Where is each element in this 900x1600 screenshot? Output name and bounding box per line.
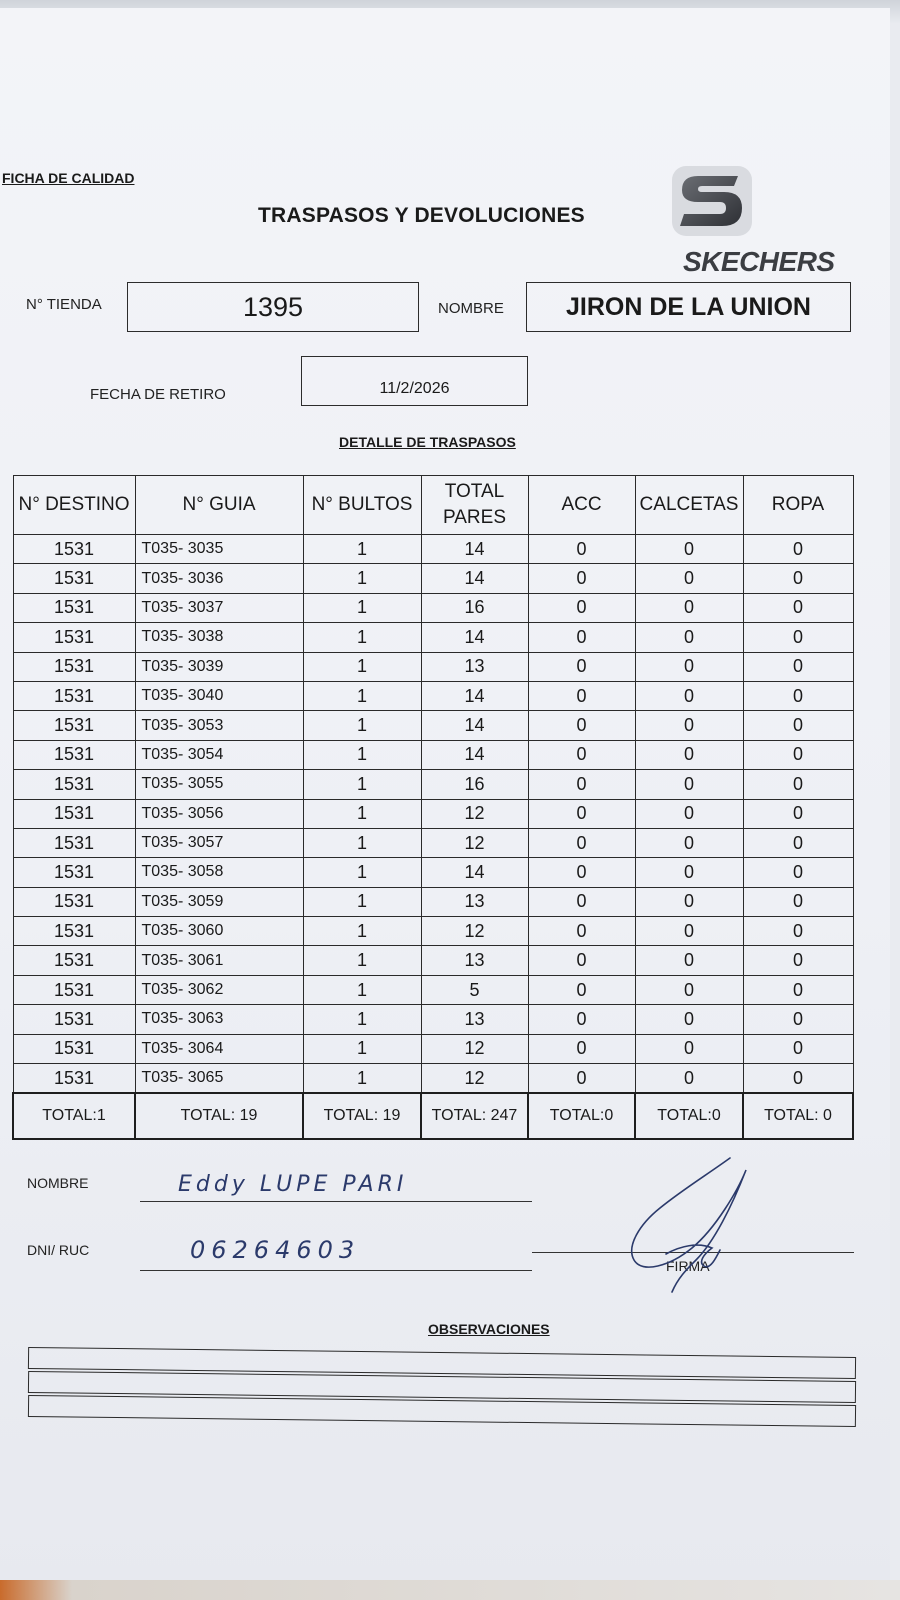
bultos-cell: 1	[303, 799, 421, 828]
table-row	[13, 681, 853, 710]
total-cell: TOTAL: 247	[421, 1093, 528, 1139]
col-header-acc: ACC	[528, 476, 635, 535]
observaciones-title: OBSERVACIONES	[428, 1321, 550, 1337]
ropa-cell: 0	[743, 946, 853, 975]
total-cell: TOTAL:0	[528, 1093, 635, 1139]
bultos-cell: 1	[303, 740, 421, 769]
ropa-cell: 0	[743, 593, 853, 622]
calcetas-cell: 0	[635, 681, 743, 710]
table-row	[13, 887, 853, 916]
calcetas-cell: 0	[635, 711, 743, 740]
bultos-cell: 1	[303, 770, 421, 799]
total-cell: TOTAL: 19	[303, 1093, 421, 1139]
acc-cell: 0	[528, 975, 635, 1004]
guia-cell: T035- 3037	[135, 593, 303, 622]
ropa-cell: 0	[743, 1064, 853, 1094]
total-cell: TOTAL:1	[13, 1093, 135, 1139]
table-row	[13, 593, 853, 622]
total-pares-cell: 13	[421, 887, 528, 916]
guia-cell: T035- 3038	[135, 623, 303, 652]
acc-cell: 0	[528, 1034, 635, 1063]
total-pares-cell: 12	[421, 799, 528, 828]
totals-row	[13, 1093, 853, 1139]
destino-cell: 1531	[13, 946, 135, 975]
col-header-guia: N° GUIA	[135, 476, 303, 535]
ropa-cell: 0	[743, 564, 853, 593]
calcetas-cell: 0	[635, 858, 743, 887]
acc-cell: 0	[528, 652, 635, 681]
calcetas-cell: 0	[635, 535, 743, 564]
guia-cell: T035- 3058	[135, 858, 303, 887]
destino-cell: 1531	[13, 1034, 135, 1063]
background-surface	[0, 1580, 900, 1600]
total-pares-cell: 13	[421, 1005, 528, 1034]
guia-cell: T035- 3054	[135, 740, 303, 769]
calcetas-cell: 0	[635, 564, 743, 593]
destino-cell: 1531	[13, 887, 135, 916]
destino-cell: 1531	[13, 681, 135, 710]
bultos-cell: 1	[303, 887, 421, 916]
bultos-cell: 1	[303, 975, 421, 1004]
destino-cell: 1531	[13, 564, 135, 593]
ropa-cell: 0	[743, 975, 853, 1004]
ropa-cell: 0	[743, 623, 853, 652]
dni-line	[140, 1270, 532, 1271]
bultos-cell: 1	[303, 681, 421, 710]
destino-cell: 1531	[13, 770, 135, 799]
total-pares-cell: 12	[421, 1064, 528, 1094]
destino-cell: 1531	[13, 740, 135, 769]
col-header-destino: N° DESTINO	[13, 476, 135, 535]
total-cell: TOTAL: 0	[743, 1093, 853, 1139]
col-header-total-pares: TOTAL PARES	[421, 476, 528, 535]
bultos-cell: 1	[303, 1005, 421, 1034]
bultos-cell: 1	[303, 858, 421, 887]
table-row	[13, 564, 853, 593]
table-row	[13, 1064, 853, 1094]
table-row	[13, 917, 853, 946]
page-title: TRASPASOS Y DEVOLUCIONES	[258, 204, 585, 227]
total-pares-cell: 13	[421, 652, 528, 681]
table-row	[13, 740, 853, 769]
calcetas-cell: 0	[635, 799, 743, 828]
nombre-box	[526, 282, 851, 332]
destino-cell: 1531	[13, 975, 135, 1004]
guia-cell: T035- 3064	[135, 1034, 303, 1063]
table-row	[13, 858, 853, 887]
ropa-cell: 0	[743, 770, 853, 799]
table-row	[13, 975, 853, 1004]
ropa-cell: 0	[743, 1034, 853, 1063]
acc-cell: 0	[528, 711, 635, 740]
form-label: FICHA DE CALIDAD	[2, 170, 135, 186]
dni-label: DNI/ RUC	[27, 1242, 90, 1258]
guia-cell: T035- 3060	[135, 917, 303, 946]
ropa-cell: 0	[743, 887, 853, 916]
ropa-cell: 0	[743, 711, 853, 740]
ropa-cell: 0	[743, 740, 853, 769]
calcetas-cell: 0	[635, 946, 743, 975]
bultos-cell: 1	[303, 623, 421, 652]
ropa-cell: 0	[743, 1005, 853, 1034]
table-row	[13, 711, 853, 740]
table-row	[13, 799, 853, 828]
signer-name-line	[140, 1201, 532, 1202]
destino-cell: 1531	[13, 535, 135, 564]
detail-title: DETALLE DE TRASPASOS	[339, 434, 516, 450]
firma-label: FIRMA	[666, 1258, 710, 1274]
calcetas-cell: 0	[635, 887, 743, 916]
signer-name-handwritten: Eddy LUPE PARI	[178, 1172, 408, 1197]
acc-cell: 0	[528, 593, 635, 622]
col-header-bultos: N° BULTOS	[303, 476, 421, 535]
signer-name-label: NOMBRE	[27, 1175, 89, 1191]
table-row	[13, 828, 853, 857]
signature-scribble-icon	[612, 1150, 762, 1300]
bultos-cell: 1	[303, 564, 421, 593]
destino-cell: 1531	[13, 593, 135, 622]
transfer-table	[12, 475, 854, 1140]
calcetas-cell: 0	[635, 1005, 743, 1034]
guia-cell: T035- 3056	[135, 799, 303, 828]
brand-wordmark: SKECHERS	[683, 246, 835, 277]
destino-cell: 1531	[13, 652, 135, 681]
acc-cell: 0	[528, 1064, 635, 1094]
total-pares-cell: 14	[421, 535, 528, 564]
ropa-cell: 0	[743, 858, 853, 887]
total-pares-cell: 14	[421, 711, 528, 740]
guia-cell: T035- 3062	[135, 975, 303, 1004]
ropa-cell: 0	[743, 535, 853, 564]
calcetas-cell: 0	[635, 623, 743, 652]
total-pares-cell: 12	[421, 828, 528, 857]
calcetas-cell: 0	[635, 1064, 743, 1094]
ropa-cell: 0	[743, 681, 853, 710]
calcetas-cell: 0	[635, 1034, 743, 1063]
acc-cell: 0	[528, 535, 635, 564]
acc-cell: 0	[528, 564, 635, 593]
acc-cell: 0	[528, 1005, 635, 1034]
bultos-cell: 1	[303, 593, 421, 622]
calcetas-cell: 0	[635, 652, 743, 681]
total-pares-cell: 13	[421, 946, 528, 975]
destino-cell: 1531	[13, 828, 135, 857]
table-row	[13, 535, 853, 564]
table-row	[13, 1034, 853, 1063]
tienda-label: N° TIENDA	[26, 296, 102, 313]
table-row	[13, 623, 853, 652]
guia-cell: T035- 3065	[135, 1064, 303, 1094]
total-pares-cell: 12	[421, 917, 528, 946]
skechers-s-logo-icon	[668, 162, 756, 240]
bultos-cell: 1	[303, 946, 421, 975]
calcetas-cell: 0	[635, 593, 743, 622]
guia-cell: T035- 3036	[135, 564, 303, 593]
guia-cell: T035- 3040	[135, 681, 303, 710]
destino-cell: 1531	[13, 799, 135, 828]
acc-cell: 0	[528, 887, 635, 916]
guia-cell: T035- 3061	[135, 946, 303, 975]
total-pares-cell: 16	[421, 593, 528, 622]
fecha-label: FECHA DE RETIRO	[90, 386, 226, 403]
col-header-calcetas: CALCETAS	[635, 476, 743, 535]
total-pares-cell: 14	[421, 858, 528, 887]
acc-cell: 0	[528, 770, 635, 799]
calcetas-cell: 0	[635, 770, 743, 799]
guia-cell: T035- 3063	[135, 1005, 303, 1034]
dni-handwritten: 06264603	[190, 1236, 361, 1264]
tienda-box	[127, 282, 419, 332]
total-pares-cell: 14	[421, 681, 528, 710]
bultos-cell: 1	[303, 828, 421, 857]
total-pares-cell: 14	[421, 564, 528, 593]
calcetas-cell: 0	[635, 975, 743, 1004]
acc-cell: 0	[528, 681, 635, 710]
store-name-value: JIRON DE LA UNION	[566, 293, 811, 321]
acc-cell: 0	[528, 623, 635, 652]
table-row	[13, 1005, 853, 1034]
bultos-cell: 1	[303, 1034, 421, 1063]
destino-cell: 1531	[13, 858, 135, 887]
guia-cell: T035- 3059	[135, 887, 303, 916]
ropa-cell: 0	[743, 828, 853, 857]
total-pares-cell: 16	[421, 770, 528, 799]
ropa-cell: 0	[743, 652, 853, 681]
bultos-cell: 1	[303, 1064, 421, 1094]
col-header-ropa: ROPA	[743, 476, 853, 535]
destino-cell: 1531	[13, 1064, 135, 1094]
ropa-cell: 0	[743, 799, 853, 828]
fecha-value: 11/2/2026	[379, 380, 450, 397]
table-row	[13, 652, 853, 681]
bultos-cell: 1	[303, 711, 421, 740]
acc-cell: 0	[528, 858, 635, 887]
calcetas-cell: 0	[635, 828, 743, 857]
ropa-cell: 0	[743, 917, 853, 946]
table-header-row	[13, 476, 853, 535]
total-pares-cell: 12	[421, 1034, 528, 1063]
guia-cell: T035- 3053	[135, 711, 303, 740]
table-row	[13, 770, 853, 799]
destino-cell: 1531	[13, 623, 135, 652]
guia-cell: T035- 3057	[135, 828, 303, 857]
calcetas-cell: 0	[635, 740, 743, 769]
guia-cell: T035- 3035	[135, 535, 303, 564]
bultos-cell: 1	[303, 535, 421, 564]
acc-cell: 0	[528, 740, 635, 769]
acc-cell: 0	[528, 799, 635, 828]
bultos-cell: 1	[303, 652, 421, 681]
acc-cell: 0	[528, 917, 635, 946]
destino-cell: 1531	[13, 917, 135, 946]
total-cell: TOTAL: 19	[135, 1093, 303, 1139]
destino-cell: 1531	[13, 1005, 135, 1034]
total-pares-cell: 14	[421, 623, 528, 652]
destino-cell: 1531	[13, 711, 135, 740]
total-cell: TOTAL:0	[635, 1093, 743, 1139]
acc-cell: 0	[528, 946, 635, 975]
total-pares-cell: 14	[421, 740, 528, 769]
total-pares-cell: 5	[421, 975, 528, 1004]
fecha-box	[301, 356, 528, 406]
guia-cell: T035- 3039	[135, 652, 303, 681]
tienda-value: 1395	[242, 292, 304, 322]
table-row	[13, 946, 853, 975]
guia-cell: T035- 3055	[135, 770, 303, 799]
nombre-label: NOMBRE	[438, 300, 504, 317]
bultos-cell: 1	[303, 917, 421, 946]
acc-cell: 0	[528, 828, 635, 857]
calcetas-cell: 0	[635, 917, 743, 946]
